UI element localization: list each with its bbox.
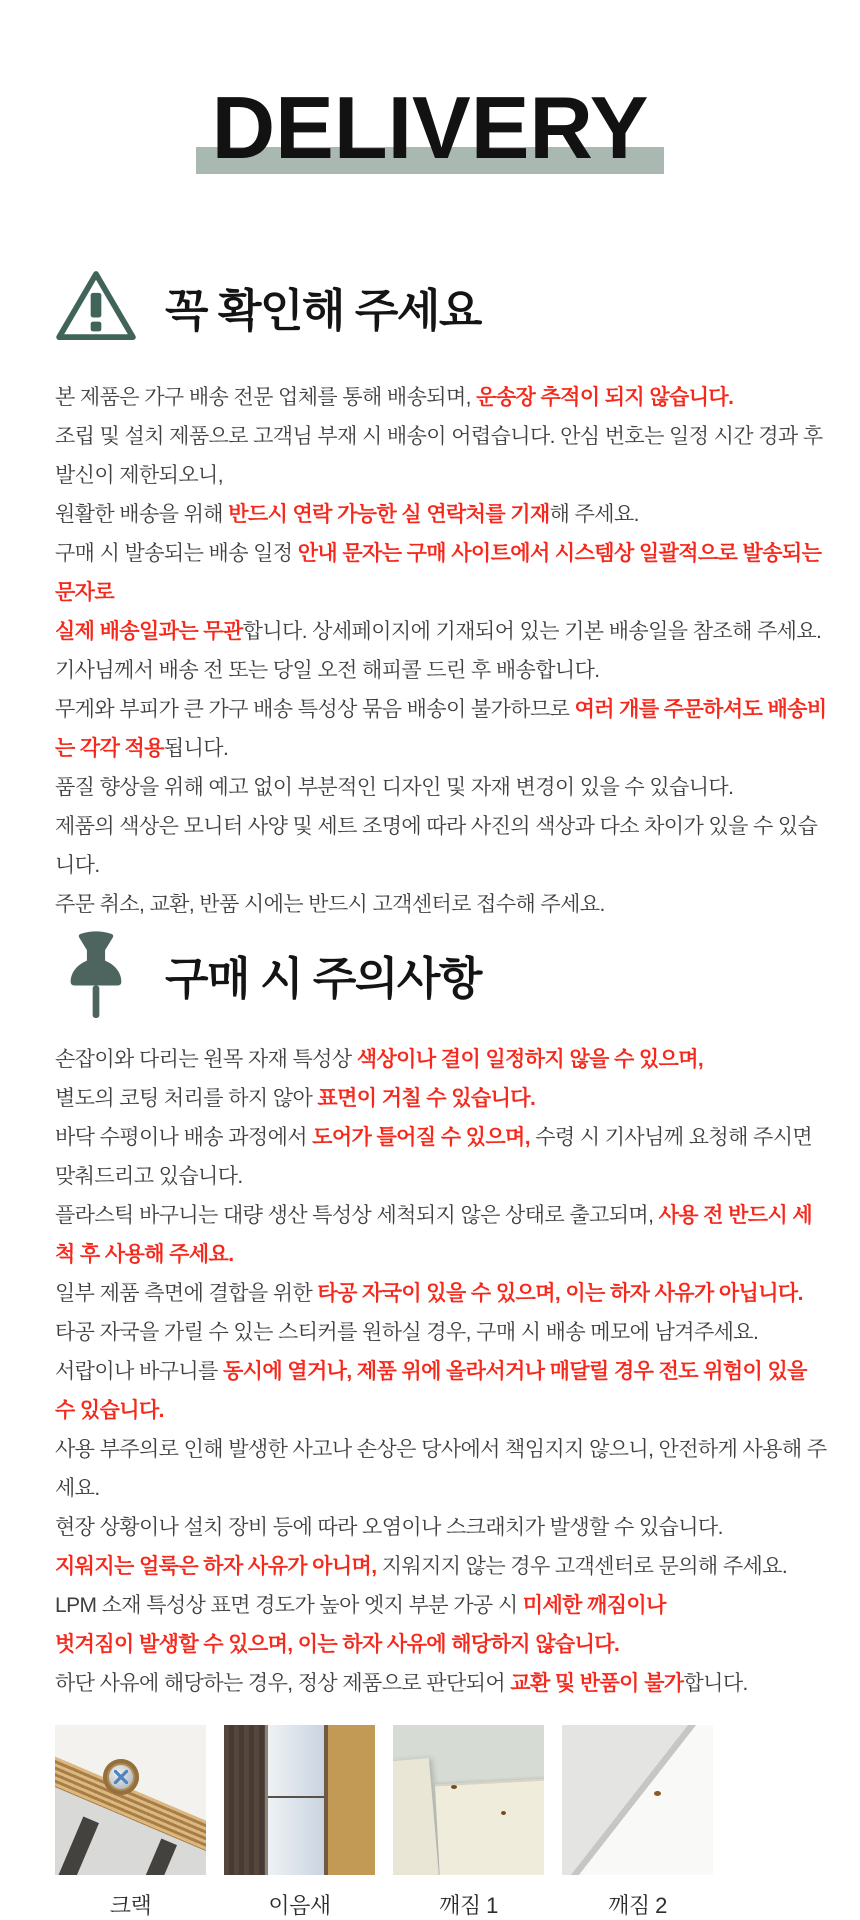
page-title: DELIVERY xyxy=(211,78,649,177)
plain-text: 손잡이와 다리는 원목 자재 특성상 xyxy=(55,1048,357,1071)
plain-text: 됩니다. xyxy=(163,737,229,760)
defect-photo-gallery xyxy=(0,1725,860,1920)
photo-caption: 깨짐 2 xyxy=(608,1893,667,1918)
seam-photo xyxy=(224,1725,375,1875)
gallery-item-crack xyxy=(55,1725,206,1920)
table-leg-shape xyxy=(56,1816,99,1875)
dark-wood-strip-shape xyxy=(224,1725,268,1875)
plain-text: 구매 시 발송되는 배송 일정 xyxy=(55,542,298,565)
plain-text: 별도의 코팅 처리를 하지 않아 xyxy=(55,1087,318,1110)
plain-text: 하단 사유에 해당하는 경우, 정상 제품으로 판단되어 xyxy=(55,1672,511,1695)
highlighted-text: 사용 전 반드시 세척 후 사용해 주세요. xyxy=(55,1204,813,1266)
seam-crack-line xyxy=(268,1796,324,1798)
text-line xyxy=(55,495,830,534)
section-caution-header xyxy=(55,930,830,1018)
text-line xyxy=(55,1586,830,1625)
plain-text: 지워지지 않는 경우 고객센터로 문의해 주세요. xyxy=(376,1555,788,1578)
text-line xyxy=(55,651,830,690)
box-corner-left-shape xyxy=(393,1758,441,1875)
plain-text: 합니다. xyxy=(683,1672,748,1695)
pale-pillar-shape xyxy=(268,1725,324,1875)
highlighted-text: 반드시 연락 가능한 실 연락처를 기재 xyxy=(228,503,550,526)
text-line xyxy=(55,768,830,807)
highlighted-text: 도어가 틀어질 수 있으며, xyxy=(312,1126,530,1149)
box-corner-right-shape xyxy=(435,1778,544,1875)
plain-text: 조립 및 설치 제품으로 고객님 부재 시 배송이 어렵습니다. 안심 번호는 일정 시간 경과 후 발신이 제한되오니, xyxy=(55,425,823,487)
plain-text: LPM 소재 특성상 표면 경도가 높아 엣지 부분 가공 시 xyxy=(55,1594,523,1617)
text-line xyxy=(55,1352,830,1430)
plain-text: 해 주세요. xyxy=(549,503,639,526)
text-line xyxy=(55,1196,830,1274)
chip1-photo xyxy=(393,1725,544,1875)
text-line xyxy=(55,885,830,924)
text-line xyxy=(55,417,830,495)
text-line xyxy=(55,1274,830,1313)
highlighted-text: 안내 문자는 구매 사이트에서 시스템상 일괄적으로 발송되는 문자로 xyxy=(55,542,822,604)
page-header xyxy=(211,78,649,177)
plain-text: 주문 취소, 교환, 반품 시에는 반드시 고객센터로 접수해 주세요. xyxy=(55,893,605,916)
photo-caption: 깨짐 1 xyxy=(439,1893,498,1918)
plain-text: 사용 부주의로 인해 발생한 사고나 손상은 당사에서 책임지지 않으니, 안전하게 사용해 주세요. xyxy=(55,1438,827,1500)
highlighted-text: 색상이나 결이 일정하지 않을 수 있으며, xyxy=(356,1048,704,1071)
text-line xyxy=(55,1040,830,1079)
highlighted-text: 벗겨짐이 발생할 수 있으며, 이는 하자 사유에 해당하지 않습니다. xyxy=(55,1633,620,1656)
highlighted-text: 동시에 열거나, 제품 위에 올라서거나 매달릴 경우 전도 위험이 있을 수 있습니다. xyxy=(55,1360,807,1422)
section-caution xyxy=(0,930,860,1703)
highlighted-text: 타공 자국이 있을 수 있으며, 이는 하자 사유가 아닙니다. xyxy=(317,1282,803,1305)
plain-text: 타공 자국을 가릴 수 있는 스티커를 원하실 경우, 구매 시 배송 메모에 남겨주세요. xyxy=(55,1321,759,1344)
plain-text: 기사님께서 배송 전 또는 당일 오전 해피콜 드린 후 배송합니다. xyxy=(55,659,600,682)
plain-text: 일부 제품 측면에 결합을 위한 xyxy=(55,1282,318,1305)
text-line xyxy=(55,612,830,651)
table-leg-shape xyxy=(134,1838,177,1875)
tan-wood-strip-shape xyxy=(324,1725,375,1875)
highlighted-text: 실제 배송일과는 무관 xyxy=(55,620,243,643)
plain-text: 본 제품은 가구 배송 전문 업체를 통해 배송되며, xyxy=(55,386,477,409)
text-line xyxy=(55,1508,830,1547)
text-line xyxy=(55,1547,830,1586)
section-check-body xyxy=(55,378,830,924)
section-caution-body xyxy=(55,1040,830,1703)
gallery-item-seam xyxy=(224,1725,375,1920)
chip2-photo xyxy=(562,1725,713,1875)
text-line xyxy=(55,534,830,612)
highlighted-text: 여러 개를 주문하셔도 배송비는 각각 적용 xyxy=(55,698,827,760)
text-line xyxy=(55,1118,830,1196)
plain-text: 제품의 색상은 모니터 사양 및 세트 조명에 따라 사진의 색상과 다소 차이가 있을 수 있습니다. xyxy=(55,815,818,877)
plain-text: 원활한 배송을 위해 xyxy=(55,503,229,526)
plain-text: 무게와 부피가 큰 가구 배송 특성상 묶음 배송이 불가하므로 xyxy=(55,698,575,721)
section-caution-heading: 구매 시 주의사항 xyxy=(165,952,481,1004)
plain-text: 현장 상황이나 설치 장비 등에 따라 오염이나 스크래치가 발생할 수 있습니다. xyxy=(55,1516,723,1539)
text-line xyxy=(55,690,830,768)
highlighted-text: 교환 및 반품이 불가 xyxy=(510,1672,684,1695)
plain-text: 합니다. 상세페이지에 기재되어 있는 기본 배송일을 참조해 주세요. xyxy=(242,620,822,643)
highlighted-text: 표면이 거칠 수 있습니다. xyxy=(317,1087,536,1110)
highlighted-text: 미세한 깨짐이나 xyxy=(522,1594,666,1617)
plain-text: 수령 시 기사님께 요청해 주시면 맞춰드리고 있습니다. xyxy=(55,1126,813,1188)
plain-text: 품질 향상을 위해 예고 없이 부분적인 디자인 및 자재 변경이 있을 수 있습니다. xyxy=(55,776,734,799)
photo-caption: 크랙 xyxy=(109,1893,152,1918)
section-check-header xyxy=(55,268,830,344)
chip-mark xyxy=(654,1791,661,1796)
plain-text: 플라스틱 바구니는 대량 생산 특성상 세척되지 않은 상태로 출고되며, xyxy=(55,1204,659,1227)
text-line xyxy=(55,807,830,885)
text-line xyxy=(55,1664,830,1703)
text-line xyxy=(55,378,830,417)
section-check-heading: 꼭 확인해 주세요 xyxy=(165,284,481,336)
text-line xyxy=(55,1430,830,1508)
text-line xyxy=(55,1079,830,1118)
screw-hole-shape xyxy=(103,1759,139,1795)
photo-caption: 이음새 xyxy=(268,1893,331,1918)
chip-mark xyxy=(501,1811,506,1815)
gallery-item-chip2 xyxy=(562,1725,713,1920)
gallery-item-chip1 xyxy=(393,1725,544,1920)
warning-triangle-icon xyxy=(55,268,137,344)
plain-text: 바닥 수평이나 배송 과정에서 xyxy=(55,1126,313,1149)
crack-photo xyxy=(55,1725,206,1875)
chip-mark xyxy=(451,1785,457,1789)
highlighted-text: 운송장 추적이 되지 않습니다. xyxy=(476,386,734,409)
section-check xyxy=(0,268,860,924)
highlighted-text: 지워지는 얼룩은 하자 사유가 아니며, xyxy=(55,1555,377,1578)
text-line xyxy=(55,1313,830,1352)
plain-text: 서랍이나 바구니를 xyxy=(55,1360,223,1383)
pushpin-icon xyxy=(55,930,137,1018)
text-line xyxy=(55,1625,830,1664)
